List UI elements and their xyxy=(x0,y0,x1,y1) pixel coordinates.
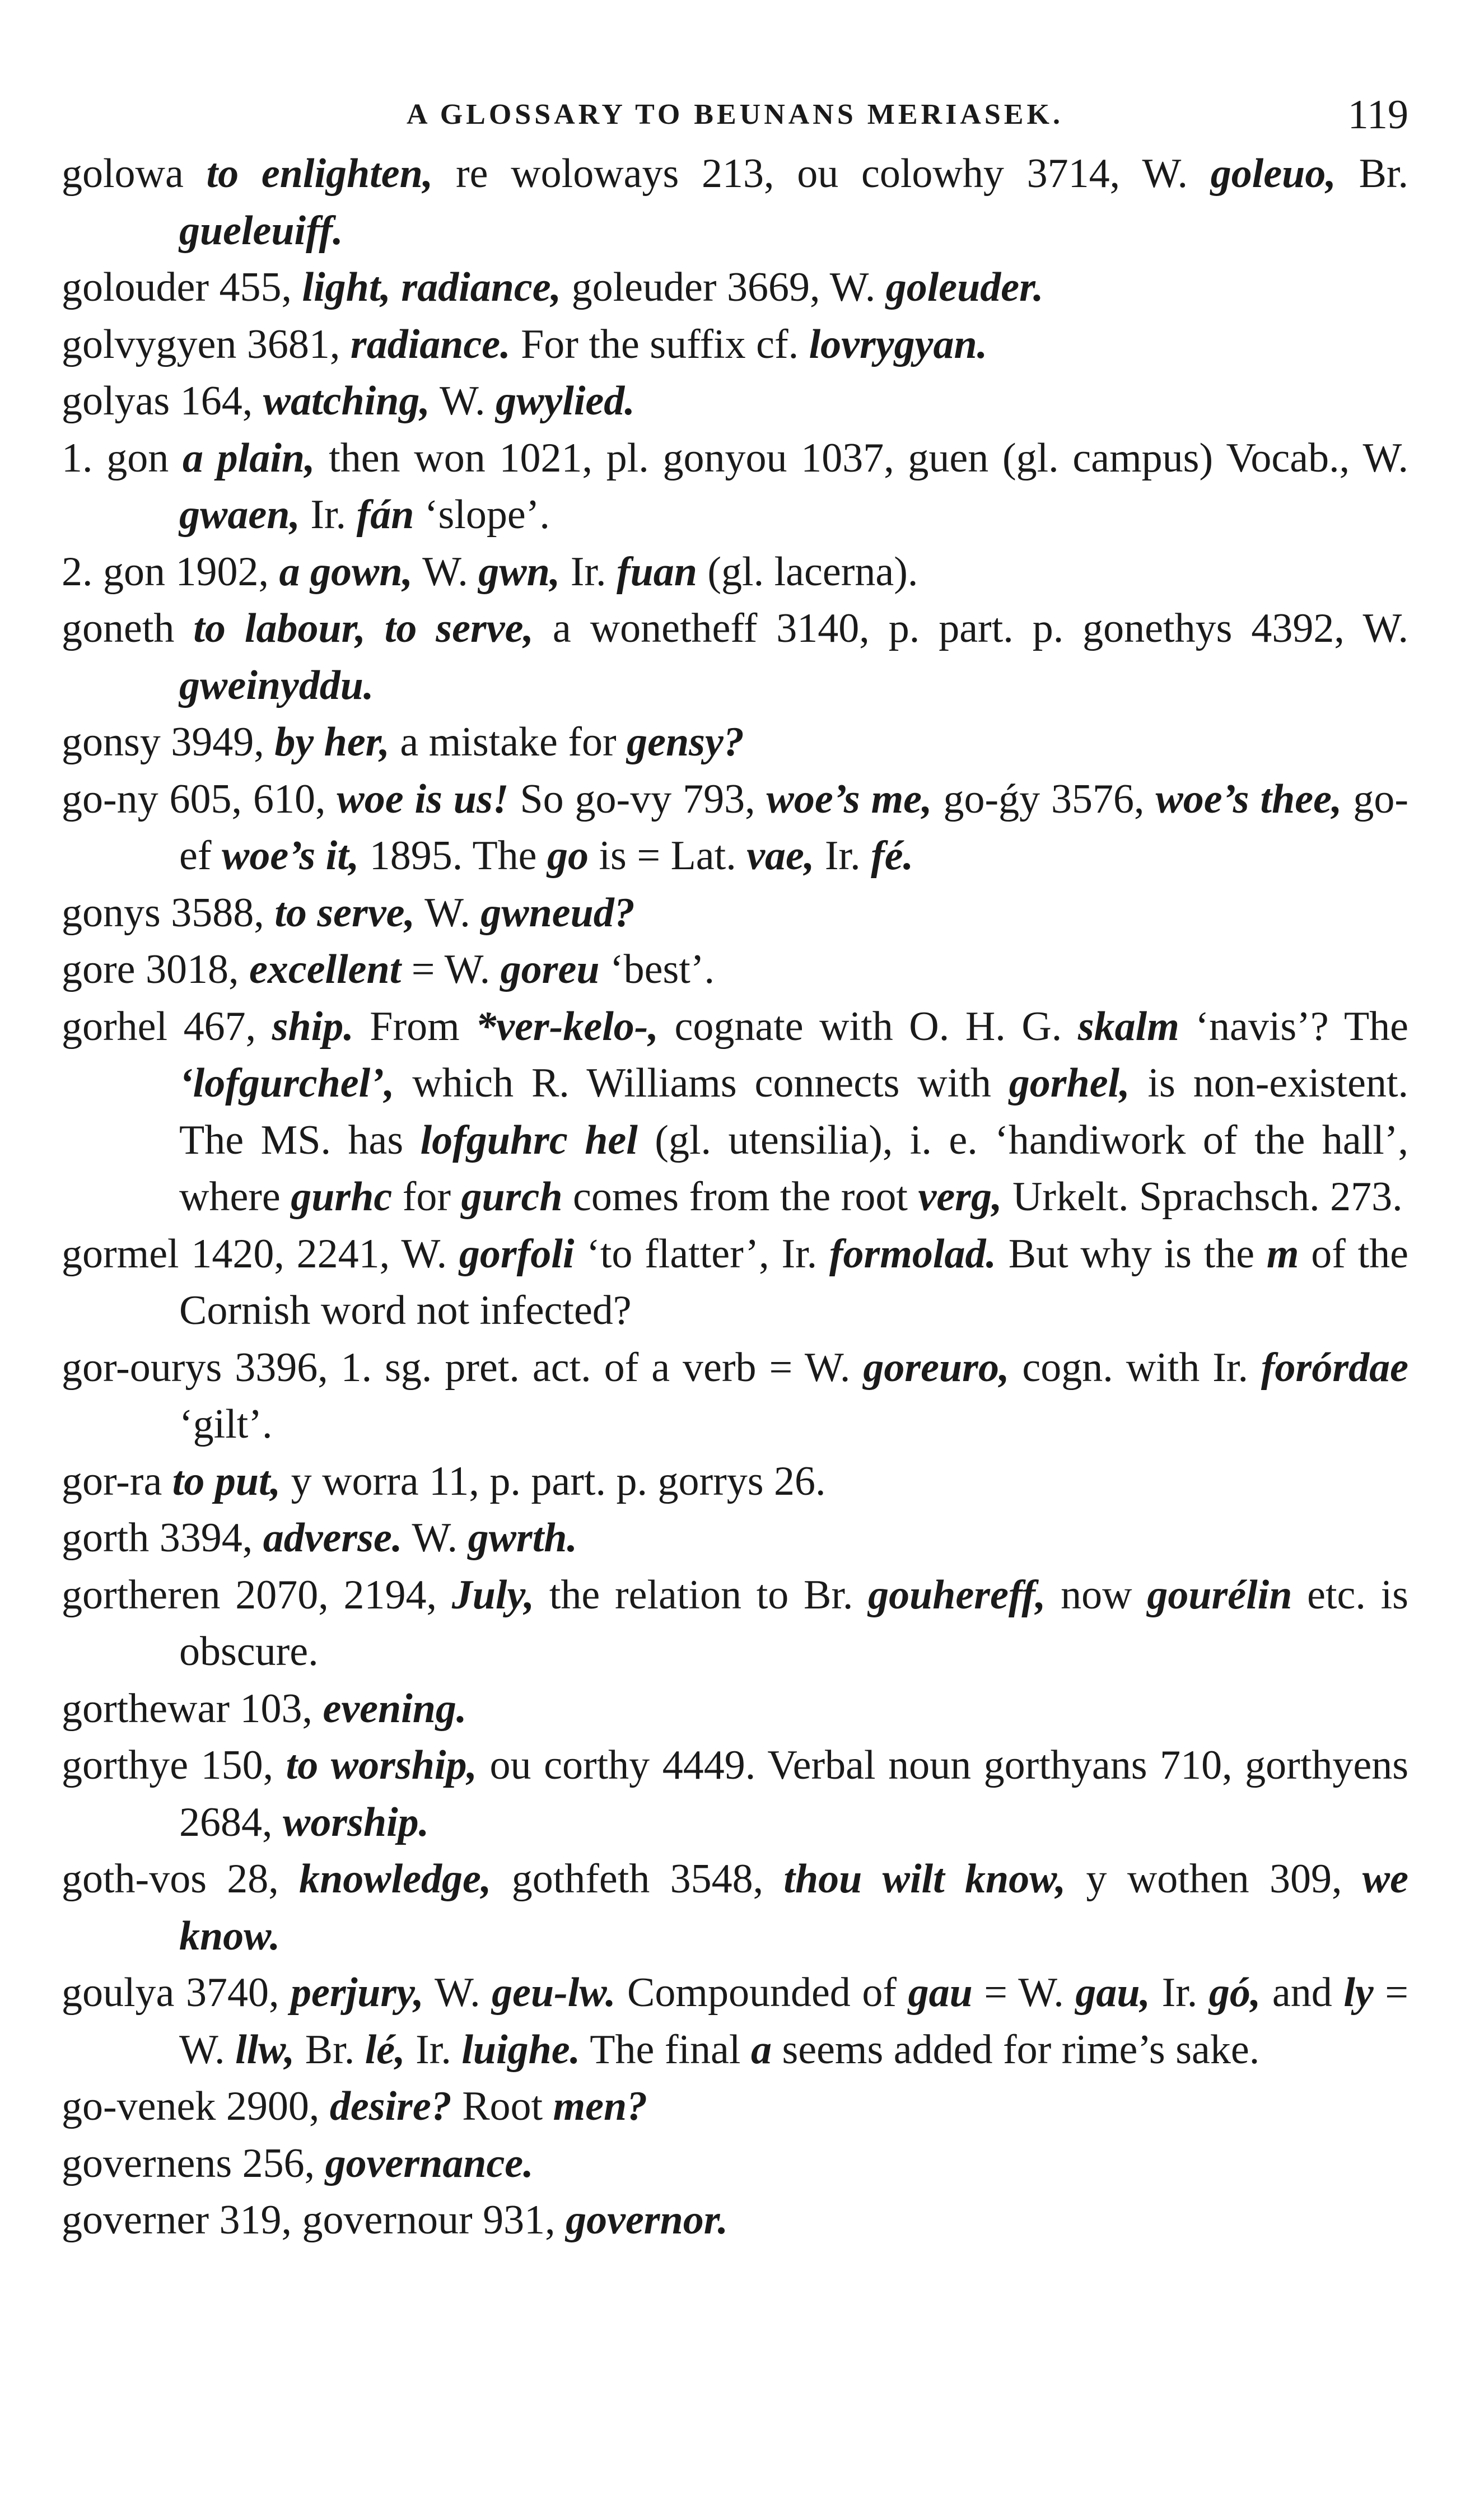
entry-gloss: thou wilt know, xyxy=(783,1856,1066,1902)
entry-text: golouder 455, xyxy=(62,264,302,310)
entry-text: W. xyxy=(415,889,481,936)
glossary-entry xyxy=(62,1453,1408,1510)
entry-text: W. xyxy=(413,548,479,595)
glossary-entry xyxy=(62,941,1408,999)
entry-text: So go-vy 793, xyxy=(508,776,767,822)
glossary-entry xyxy=(62,1510,1408,1567)
entry-text: now xyxy=(1046,1571,1147,1618)
entry-gloss: woe is us! xyxy=(337,776,509,822)
entry-gloss: men? xyxy=(553,2083,648,2129)
entry-gloss: gwrth. xyxy=(468,1515,577,1561)
entry-gloss: adverse. xyxy=(263,1515,403,1561)
entry-gloss: formolad. xyxy=(829,1230,996,1277)
glossary-entry xyxy=(62,999,1408,1226)
entry-text: go-venek 2900, xyxy=(62,2083,330,2129)
glossary-entry xyxy=(62,2192,1408,2249)
entry-text: = W. xyxy=(401,946,501,992)
entry-text: ‘best’. xyxy=(599,946,715,992)
entry-gloss: gourélin xyxy=(1147,1571,1292,1618)
entry-gloss: vae, xyxy=(746,833,815,879)
entry-gloss: to enlighten, xyxy=(206,151,433,197)
entry-gloss: evening. xyxy=(323,1685,467,1732)
entry-text: gonsy 3949, xyxy=(62,719,275,765)
entry-text: golvygyen 3681, xyxy=(62,321,351,367)
entry-gloss: fán xyxy=(356,492,414,538)
entry-text: 2. gon 1902, xyxy=(62,548,279,595)
glossary-entry xyxy=(62,1737,1408,1851)
glossary-entry xyxy=(62,2078,1408,2135)
entry-gloss: watching, xyxy=(263,378,430,424)
entry-text: etc. is obscure. xyxy=(179,1571,1408,1675)
entry-gloss: gau xyxy=(908,1970,973,2016)
entry-gloss: to put, xyxy=(172,1458,281,1504)
entry-gloss: skalm xyxy=(1077,1003,1179,1050)
entry-text: ‘gilt’. xyxy=(179,1401,273,1447)
entry-text: For the suffix cf. xyxy=(510,321,809,367)
entry-gloss: verg, xyxy=(918,1174,1002,1220)
entry-text: re woloways 213, ou colowhy 3714, W. xyxy=(433,151,1211,197)
entry-text: Compounded of xyxy=(615,1970,908,2016)
entry-text: Ir. xyxy=(560,548,617,595)
entry-text: go-ef xyxy=(179,776,1408,879)
entry-text: Urkelt. Sprachsch. 273. xyxy=(1002,1174,1403,1220)
entry-gloss: ship. xyxy=(272,1003,354,1050)
entry-text: W. xyxy=(402,1515,468,1561)
entry-text: goleuder 3669, W. xyxy=(561,264,886,310)
entry-gloss: a plain, xyxy=(182,435,315,481)
entry-gloss: we know. xyxy=(179,1856,1408,1959)
entry-text: goulya 3740, xyxy=(62,1970,291,2016)
entry-gloss: a xyxy=(750,2026,772,2073)
entry-gloss: gwn, xyxy=(478,548,561,595)
entry-gloss: m xyxy=(1266,1230,1299,1277)
entry-gloss: to worship, xyxy=(286,1742,477,1788)
entry-gloss: radiance. xyxy=(350,321,511,367)
entry-text: goth-vos 28, xyxy=(62,1856,300,1902)
entry-text: W. xyxy=(430,378,496,424)
entry-text: (gl. lacerna). xyxy=(697,548,918,595)
entry-gloss: fuan xyxy=(616,548,697,595)
entry-text: is non-existent. The MS. has xyxy=(179,1060,1409,1163)
entry-text: y worra 11, p. part. p. gorrys 26. xyxy=(281,1458,826,1504)
entry-text: ‘slope’. xyxy=(414,492,550,538)
entry-gloss: gorhel, xyxy=(1009,1060,1130,1106)
entry-text: gortheren 2070, 2194, xyxy=(62,1571,452,1618)
entry-text: gonys 3588, xyxy=(62,889,275,936)
glossary-entry xyxy=(62,1965,1408,2078)
entry-gloss: ly xyxy=(1343,1970,1374,2016)
glossary-page xyxy=(62,84,1408,2249)
entry-gloss: forórdae xyxy=(1261,1344,1408,1391)
glossary-entry xyxy=(62,771,1408,885)
entry-text: = W. xyxy=(179,1970,1409,2073)
entry-text: gormel 1420, 2241, W. xyxy=(62,1230,459,1277)
entry-text: Br. xyxy=(295,2026,365,2073)
entry-gloss: gorfoli xyxy=(459,1230,575,1277)
entry-gloss: gwylied. xyxy=(496,378,635,424)
entry-gloss: gurhc xyxy=(291,1174,393,1220)
entry-gloss: to serve, xyxy=(274,889,416,936)
entry-gloss: fé. xyxy=(871,833,914,879)
entry-gloss: light, radiance, xyxy=(302,264,562,310)
entry-text: for xyxy=(392,1174,461,1220)
entry-text: 1895. The xyxy=(359,833,547,879)
entry-gloss: to labour, to serve, xyxy=(193,605,534,651)
entry-gloss: governance. xyxy=(325,2140,534,2186)
entry-text: gorth 3394, xyxy=(62,1515,263,1561)
entry-text: is = Lat. xyxy=(589,833,747,879)
entry-gloss: gó, xyxy=(1208,1970,1261,2016)
entry-text: seems added for rime’s sake. xyxy=(771,2026,1260,2073)
entry-text: Ir. xyxy=(1150,1970,1209,2016)
entry-gloss: goleuder. xyxy=(885,264,1044,310)
entry-gloss: woe’s thee, xyxy=(1155,776,1342,822)
entry-text: go-ny 605, 610, xyxy=(62,776,337,822)
entry-gloss: gouhereff, xyxy=(868,1571,1046,1618)
entry-text: a mistake for xyxy=(389,719,627,765)
entry-text: Ir. xyxy=(300,492,357,538)
entry-text: 1. gon xyxy=(62,435,183,481)
running-title: A GLOSSARY TO BEUNANS MERIASEK. xyxy=(407,99,1063,130)
running-head xyxy=(62,84,1408,146)
entry-gloss: woe’s it, xyxy=(222,833,360,879)
entry-text: The final xyxy=(580,2026,751,2073)
entry-gloss: perjury, xyxy=(291,1970,424,2016)
glossary-entry xyxy=(62,259,1408,316)
glossary-entry xyxy=(62,2135,1408,2193)
entry-gloss: gwneud? xyxy=(480,889,635,936)
entry-gloss: gweinyddu. xyxy=(179,662,374,708)
entry-text: goneth xyxy=(62,605,194,651)
entry-text: W. xyxy=(423,1970,492,2016)
entry-text: comes from the root xyxy=(562,1174,918,1220)
entry-text: which R. Williams connects with xyxy=(394,1060,1009,1106)
entry-gloss: woe’s me, xyxy=(766,776,932,822)
glossary-entry xyxy=(62,373,1408,430)
entry-text: ou corthy 4449. Verbal noun gorthyans 710, gorthyens 2684, xyxy=(179,1742,1408,1845)
entry-text: y wothen 309, xyxy=(1066,1856,1362,1902)
entry-text: gothfeth 3548, xyxy=(491,1856,784,1902)
glossary-entry xyxy=(62,1226,1408,1340)
entry-text: of the Cornish word not infected? xyxy=(179,1230,1408,1333)
entry-gloss: governor. xyxy=(566,2197,728,2243)
entry-gloss: goreu xyxy=(500,946,600,992)
entry-gloss: July, xyxy=(451,1571,535,1618)
entry-text: Ir. xyxy=(814,833,871,879)
glossary-entry xyxy=(62,1681,1408,1738)
entry-text: gor-ra xyxy=(62,1458,172,1504)
entry-gloss: worship. xyxy=(283,1799,430,1845)
entry-gloss: go xyxy=(547,833,589,879)
entry-text: ‘to flatter’, Ir. xyxy=(574,1230,829,1277)
glossary-entry xyxy=(62,146,1408,259)
glossary-entry xyxy=(62,1340,1408,1453)
entry-text: gore 3018, xyxy=(62,946,249,992)
entry-text: gorthewar 103, xyxy=(62,1685,323,1732)
entry-text: gorhel 467, xyxy=(62,1003,272,1050)
entry-gloss: geu-lw. xyxy=(492,1970,616,2016)
entry-text: golyas 164, xyxy=(62,378,263,424)
glossary-entry xyxy=(62,1851,1408,1965)
entry-text: a wonetheff 3140, p. part. p. gonethys 4392, W. xyxy=(533,605,1409,651)
glossary-entry xyxy=(62,316,1408,374)
entry-text: gor-ourys 3396, 1. sg. pret. act. of a verb = W. xyxy=(62,1344,864,1391)
glossary-entries xyxy=(62,146,1408,2249)
entry-text: Root xyxy=(451,2083,553,2129)
entry-text: gorthye 150, xyxy=(62,1742,286,1788)
entry-text: (gl. utensilia), i. e. ‘handiwork of the hall’, where xyxy=(179,1117,1408,1220)
entry-gloss: knowledge, xyxy=(299,1856,492,1902)
entry-text: But why is the xyxy=(996,1230,1267,1277)
entry-gloss: gueleuiff. xyxy=(179,207,343,254)
entry-text: governer 319, governour 931, xyxy=(62,2197,566,2243)
entry-gloss: gensy? xyxy=(627,719,744,765)
entry-text: Ir. xyxy=(405,2026,462,2073)
entry-gloss: desire? xyxy=(329,2083,452,2129)
entry-text: and xyxy=(1261,1970,1344,2016)
entry-text: ‘navis’? The xyxy=(1179,1003,1408,1050)
entry-gloss: lofguhrc hel xyxy=(420,1117,638,1163)
page-number: 119 xyxy=(1347,92,1408,138)
entry-gloss: luighe. xyxy=(461,2026,581,2073)
entry-gloss: gwaen, xyxy=(179,492,300,538)
entry-gloss: goleuo, xyxy=(1210,151,1336,197)
entry-gloss: by her, xyxy=(274,719,390,765)
entry-text: cognate with O. H. G. xyxy=(658,1003,1078,1050)
entry-gloss: llw, xyxy=(235,2026,295,2073)
entry-text: golowa xyxy=(62,151,207,197)
entry-gloss: gau, xyxy=(1075,1970,1151,2016)
entry-gloss: lé, xyxy=(365,2026,405,2073)
glossary-entry xyxy=(62,1567,1408,1681)
entry-gloss: *ver-kelo-, xyxy=(475,1003,659,1050)
entry-text: From xyxy=(353,1003,476,1050)
entry-gloss: gurch xyxy=(461,1174,563,1220)
entry-text: go-ǵy 3576, xyxy=(932,776,1156,822)
glossary-entry xyxy=(62,885,1408,942)
entry-text: governens 256, xyxy=(62,2140,325,2186)
entry-text: the relation to Br. xyxy=(534,1571,869,1618)
glossary-entry xyxy=(62,544,1408,601)
entry-text: then won 1021, pl. gonyou 1037, guen (gl. campus) Vocab., W. xyxy=(315,435,1409,481)
glossary-entry xyxy=(62,714,1408,771)
entry-gloss: a gown, xyxy=(279,548,413,595)
entry-gloss: lovrygyan. xyxy=(809,321,988,367)
entry-text: = W. xyxy=(972,1970,1076,2016)
glossary-entry xyxy=(62,430,1408,544)
entry-gloss: ‘lofgurchel’, xyxy=(179,1060,395,1106)
entry-gloss: excellent xyxy=(249,946,402,992)
glossary-entry xyxy=(62,600,1408,714)
entry-text: cogn. with Ir. xyxy=(1009,1344,1261,1391)
entry-text: Br. xyxy=(1336,151,1408,197)
entry-gloss: goreuro, xyxy=(863,1344,1010,1391)
